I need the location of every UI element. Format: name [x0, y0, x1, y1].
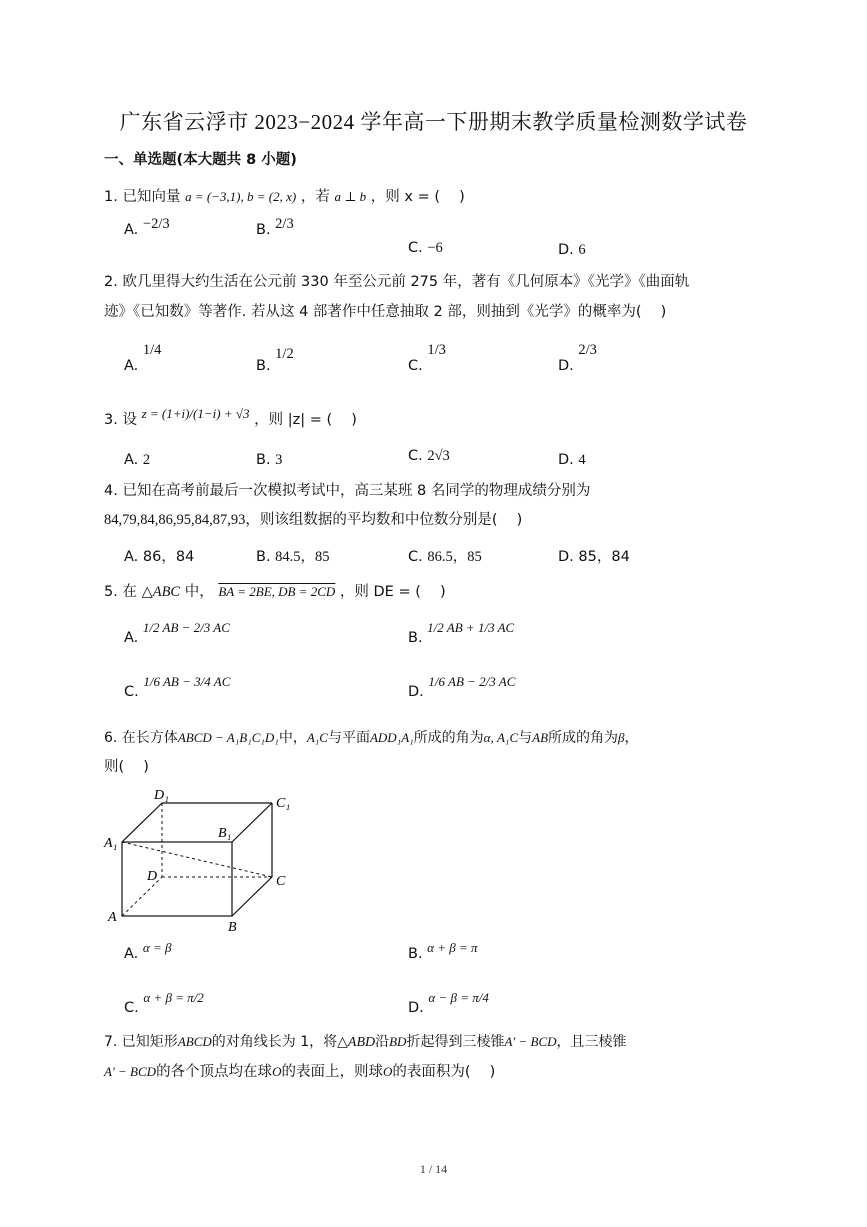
- option-label: C.: [408, 448, 423, 464]
- q4-b-value: 84.5，85: [275, 549, 330, 565]
- q1-connector: ，若: [300, 189, 330, 205]
- q1-c-value: −6: [427, 240, 443, 256]
- option-label: C.: [124, 684, 139, 700]
- label-b: B: [228, 920, 237, 935]
- option-label: B.: [256, 358, 271, 374]
- q3-option-a[interactable]: [124, 452, 150, 469]
- option-label: A.: [124, 452, 139, 468]
- q5-triangle: △ABC: [141, 584, 181, 600]
- question-6-line-2: 则( ): [104, 759, 149, 775]
- option-label: C.: [408, 549, 423, 565]
- option-label: D.: [558, 242, 574, 258]
- q4-ask: ，则该组数据的平均数和中位数分别是( ): [245, 512, 523, 528]
- question-2-line-2: 迹》《已知数》等著作. 若从这 4 部著作中任意抽取 2 部，则抽到《光学》的概率为( ): [104, 304, 667, 320]
- label-c: C: [276, 874, 286, 889]
- option-label: B.: [408, 630, 423, 646]
- q7-text: 折起得到三棱锥: [406, 1034, 505, 1050]
- label-d: D: [147, 869, 158, 884]
- q1-stem: 1. 已知向量: [104, 189, 181, 205]
- q6-b-value: α + β = π: [427, 940, 478, 955]
- q4-option-d[interactable]: [558, 545, 630, 566]
- q1-condition: a ⊥ b: [334, 189, 367, 204]
- q7-bd: BD: [389, 1034, 407, 1049]
- q6-plane: ADD₁A₁: [369, 730, 414, 745]
- q2-option-a[interactable]: [124, 342, 162, 374]
- q1-a-value: −2/3: [142, 216, 170, 232]
- q2-a-value: 1/4: [142, 342, 162, 358]
- cuboid-figure: [100, 785, 300, 935]
- q2-d-value: 2/3: [578, 342, 597, 358]
- q6-option-d[interactable]: [408, 990, 489, 1016]
- q4-c-value: 86.5，85: [427, 549, 482, 565]
- q5-b-value: 1/2 AB + 1/3 AC: [427, 620, 515, 635]
- q4-a-value: 86，84: [142, 549, 195, 565]
- q1-ask: ，则 x = ( ): [370, 189, 465, 205]
- option-label: A.: [124, 630, 139, 646]
- q2-c-value: 1/3: [427, 342, 446, 358]
- q5-ask: ，则 DE = ( ): [339, 584, 446, 600]
- q5-option-a[interactable]: [124, 620, 230, 646]
- option-label: C.: [408, 240, 423, 256]
- option-label: D.: [558, 452, 574, 468]
- question-4-line-2: [104, 510, 522, 530]
- q6-text: ，: [624, 730, 639, 746]
- q1-d-value: 6: [578, 242, 586, 258]
- q3-expression: z = (1+i)/(1−i) + √3: [141, 406, 250, 421]
- q7-text: 的表面上，则球: [281, 1064, 383, 1080]
- q6-beta: β: [618, 730, 625, 745]
- q7-sphere-o-2: O: [382, 1064, 393, 1079]
- option-label: B.: [256, 452, 271, 468]
- q1-vectors: a = (−3,1), b = (2, x): [185, 189, 297, 204]
- question-7-line-1: [104, 1032, 627, 1053]
- q6-option-c[interactable]: [124, 990, 204, 1016]
- question-2-line-1: 2. 欧几里得大约生活在公元前 330 年至公元前 275 年，著有《几何原本》《光学》《曲面轨: [104, 274, 690, 290]
- q6-text: 所成的角为: [413, 730, 484, 746]
- question-6-line-1: [104, 728, 639, 748]
- q7-text: 的对角线长为 1，将: [211, 1034, 338, 1050]
- q6-stem: 6. 在长方体: [104, 730, 178, 746]
- q1-option-c[interactable]: [408, 240, 443, 257]
- q7-rect: ABCD: [177, 1034, 212, 1049]
- option-label: C.: [408, 358, 423, 374]
- q5-option-c[interactable]: [124, 674, 231, 700]
- q3-stem: 3. 设: [104, 412, 137, 428]
- q7-text: 沿: [375, 1034, 390, 1050]
- q6-option-b[interactable]: [408, 940, 478, 962]
- option-label: B.: [256, 222, 271, 238]
- q4-option-b[interactable]: [256, 545, 330, 566]
- option-label: D.: [558, 549, 574, 565]
- page-number: 1 / 14: [419, 1162, 448, 1176]
- q1-option-a[interactable]: [124, 216, 170, 239]
- q6-text: 与平面: [327, 730, 370, 746]
- q6-option-a[interactable]: [124, 940, 172, 962]
- q7-pyramid-2: A′ − BCD: [104, 1064, 157, 1079]
- question-4-line-1: 4. 已知在高考前最后一次模拟考试中，高三某班 8 名同学的物理成绩分别为: [104, 483, 591, 499]
- q2-option-b[interactable]: [256, 346, 294, 374]
- q3-c-value: 2√3: [427, 448, 450, 464]
- q3-option-d[interactable]: [558, 452, 586, 469]
- q5-connector: 中，: [184, 584, 214, 600]
- page-title: 广东省云浮市 2023−2024 学年高一下册期末教学质量检测数学试卷: [119, 110, 748, 134]
- q5-option-b[interactable]: [408, 620, 515, 646]
- q7-pyramid: A′ − BCD: [504, 1034, 557, 1049]
- q3-option-c[interactable]: [408, 448, 450, 465]
- option-label: A.: [124, 358, 139, 374]
- q6-ab: AB: [532, 730, 549, 745]
- option-label: B.: [408, 946, 423, 962]
- q6-d-value: α − β = π/4: [428, 990, 489, 1005]
- q3-d-value: 4: [578, 452, 586, 468]
- q2-b-value: 1/2: [275, 346, 294, 362]
- q7-text: 的各个顶点均在球: [156, 1064, 273, 1080]
- option-label: A.: [124, 549, 139, 565]
- q4-data: 84,79,84,86,95,84,87,93: [104, 512, 246, 528]
- q3-b-value: 3: [275, 452, 283, 468]
- q4-d-value: 85，84: [578, 549, 630, 565]
- q6-segment: A₁C: [306, 730, 328, 745]
- option-label: D.: [408, 1000, 424, 1016]
- question-5: [104, 582, 446, 602]
- q5-condition: BA = 2BE, DB = 2CD: [218, 584, 336, 599]
- q3-ask: ，则 |z| = ( ): [254, 412, 357, 428]
- q6-text: 与: [518, 730, 533, 746]
- q2-option-c[interactable]: [408, 342, 446, 374]
- label-a1: A₁: [104, 836, 118, 851]
- q1-option-d[interactable]: [558, 242, 586, 259]
- q1-b-value: 2/3: [275, 216, 294, 232]
- q6-text: 所成的角为: [548, 730, 619, 746]
- q5-c-value: 1/6 AB − 3/4 AC: [143, 674, 231, 689]
- q7-triangle: △ABD: [337, 1035, 376, 1050]
- question-3: [104, 406, 357, 430]
- option-label: C.: [124, 1000, 139, 1016]
- label-b1: B₁: [218, 826, 232, 841]
- question-1: [104, 187, 465, 207]
- q5-a-value: 1/2 AB − 2/3 AC: [142, 620, 230, 635]
- q7-sphere-o: O: [272, 1064, 282, 1079]
- option-label: B.: [256, 549, 271, 565]
- q7-ask: 的表面积为( ): [392, 1064, 496, 1080]
- q5-option-d[interactable]: [408, 674, 516, 700]
- section-heading: 一、单选题(本大题共 8 小题): [104, 152, 297, 168]
- q3-option-b[interactable]: [256, 452, 282, 469]
- q5-d-value: 1/6 AB − 2/3 AC: [428, 674, 516, 689]
- q7-text: ，且三棱锥: [556, 1034, 627, 1050]
- q6-alpha: α, A₁C: [483, 730, 519, 745]
- q1-option-b[interactable]: [256, 216, 294, 239]
- q4-option-c[interactable]: [408, 545, 482, 566]
- q4-option-a[interactable]: [124, 545, 194, 566]
- question-7-line-2: [104, 1062, 495, 1082]
- q6-solid: ABCD − A₁B₁C₁D₁: [177, 730, 279, 745]
- label-d1: D₁: [154, 788, 169, 803]
- q7-stem: 7. 已知矩形: [104, 1034, 178, 1050]
- q6-a-value: α = β: [142, 940, 172, 955]
- q3-a-value: 2: [142, 452, 151, 468]
- label-c1: C₁: [276, 796, 291, 811]
- option-label: A.: [124, 946, 139, 962]
- q6-text: 中，: [278, 730, 307, 746]
- q6-c-value: α + β = π/2: [143, 990, 204, 1005]
- label-a: A: [108, 910, 117, 925]
- option-label: D.: [408, 684, 424, 700]
- option-label: D.: [558, 358, 574, 374]
- q2-option-d[interactable]: [558, 342, 597, 374]
- option-label: A.: [124, 222, 139, 238]
- q5-stem: 5. 在: [104, 584, 137, 600]
